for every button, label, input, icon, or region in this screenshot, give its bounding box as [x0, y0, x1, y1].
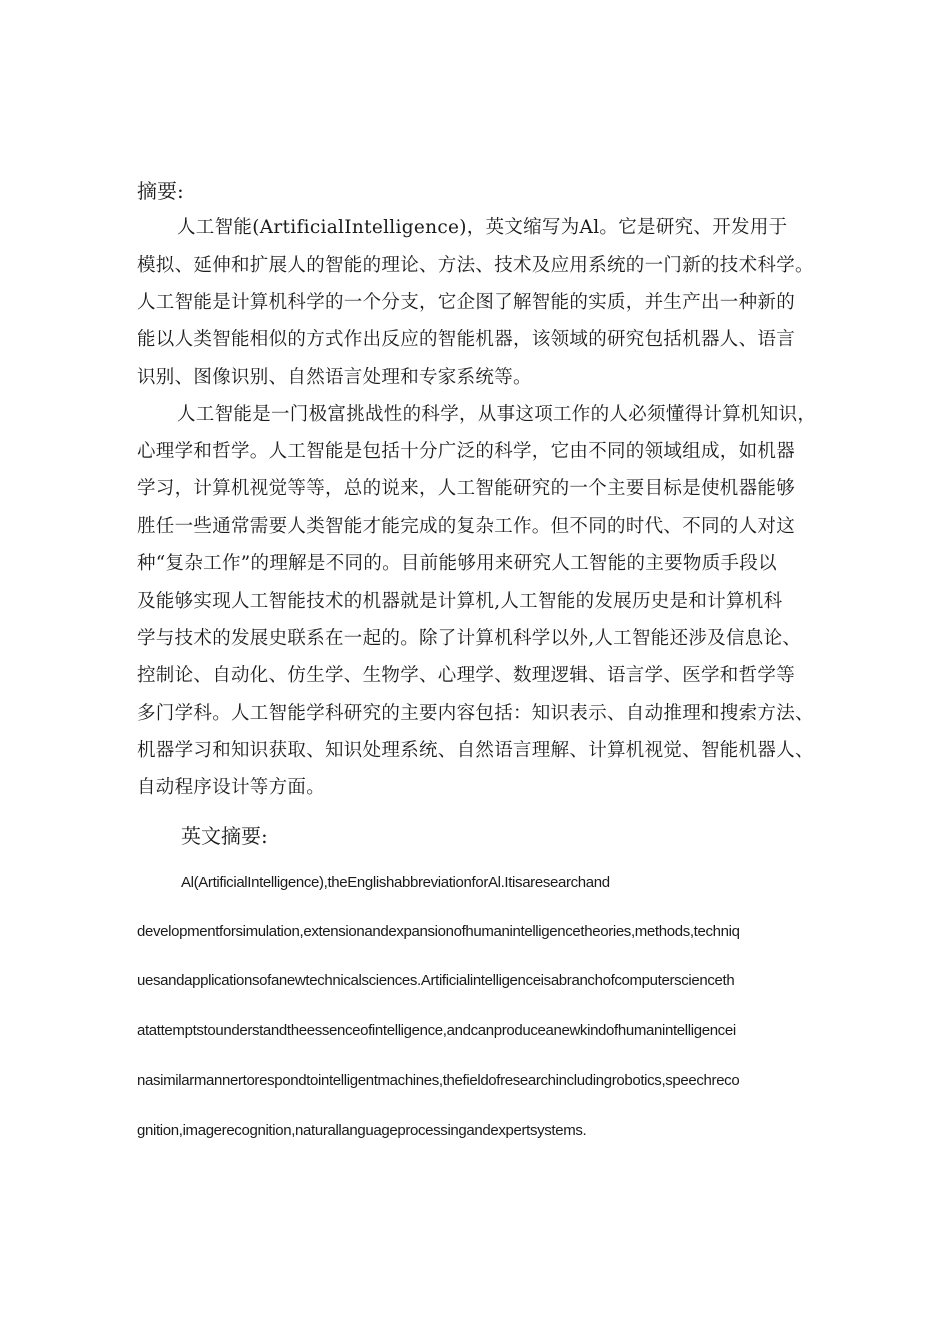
paragraph-line: 学习，计算机视觉等等，总的说来，人工智能研究的一个主要目标是使机器能够: [137, 478, 796, 499]
paragraph-line: atattemptstounderstandtheessenceofintelligence,andcanproduceanewkindofhumanintelligencei: [137, 1022, 736, 1039]
paragraph-line: nasimilarmannertorespondtointelligentmachines,thefieldofresearchincludingrobotics,speechreco: [137, 1072, 740, 1089]
paragraph-line: 及能够实现人工智能技术的机器就是计算机,人工智能的发展历史是和计算机科: [137, 591, 783, 612]
paragraph-line: 机器学习和知识获取、知识处理系统、自然语言理解、计算机视觉、智能机器人、: [137, 740, 814, 761]
paragraph-line: 人工智能(ArtificialIntelligence)，英文缩写为Al。它是研究、开发用于: [177, 217, 788, 238]
paragraph-line: 控制论、自动化、仿生学、生物学、心理学、数理逻辑、语言学、医学和哲学等: [137, 665, 796, 686]
paragraph-line: gnition,imagerecognition,naturallanguageprocessingandexpertsystems.: [137, 1122, 587, 1139]
paragraph-line: 自动程序设计等方面。: [137, 777, 326, 798]
paragraph-line: developmentforsimulation,extensionandexpansionofhumanintelligencetheories,methods,techniq: [137, 923, 740, 940]
paragraph-line: 多门学科。人工智能学科研究的主要内容包括：知识表示、自动推理和搜索方法、: [137, 703, 814, 724]
paragraph-line: 种“复杂工作”的理解是不同的。目前能够用来研究人工智能的主要物质手段以: [137, 553, 777, 574]
paragraph-line: 人工智能是计算机科学的一个分支，它企图了解智能的实质，并生产出一种新的: [137, 292, 796, 313]
paragraph-line: 学与技术的发展史联系在一起的。除了计算机科学以外,人工智能还涉及信息论、: [137, 628, 802, 649]
paragraph-line: 识别、图像识别、自然语言处理和专家系统等。: [137, 367, 532, 388]
paragraph-line: Al(ArtificialIntelligence),theEnglishabbreviationforAl.Itisaresearchand: [181, 874, 610, 891]
paragraph-line: 能以人类智能相似的方式作出反应的智能机器，该领域的研究包括机器人、语言: [137, 329, 796, 350]
english-abstract-heading: 英文摘要:: [181, 824, 268, 848]
paragraph-line: 心理学和哲学。人工智能是包括十分广泛的科学，它由不同的领域组成，如机器: [137, 441, 796, 462]
paragraph-line: 模拟、延伸和扩展人的智能的理论、方法、技术及应用系统的一门新的技术科学。: [137, 255, 814, 276]
abstract-heading: 摘要:: [137, 179, 184, 203]
paragraph-line: 人工智能是一门极富挑战性的科学，从事这项工作的人必须懂得计算机知识，: [177, 404, 817, 425]
paragraph-line: 胜任一些通常需要人类智能才能完成的复杂工作。但不同的时代、不同的人对这: [137, 516, 796, 537]
paragraph-line: uesandapplicationsofanewtechnicalsciences.Artificialintelligenceisabranchofcomputerscienceth: [137, 972, 735, 989]
